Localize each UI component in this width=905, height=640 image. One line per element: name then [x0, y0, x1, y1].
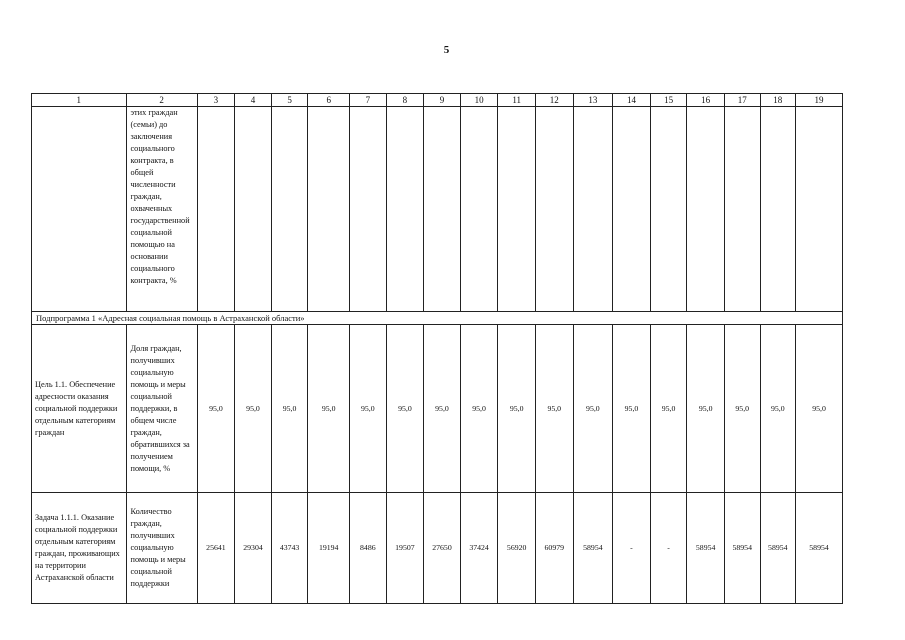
table-row [32, 325, 843, 493]
value-cell: 29304 [235, 493, 272, 604]
indicator-cell: Доля граждан, получивших социальную помощь и меры социальной поддержки, в общем числе граждан, обратившихся за получением помощи, % [126, 325, 197, 493]
value-cell: 95,0 [460, 325, 498, 493]
header-cell: 8 [386, 94, 424, 107]
value-cell: 58954 [796, 493, 843, 604]
value-cell: - [613, 493, 651, 604]
indicator-cell: этих граждан (семьи) до заключения социального контракта, в общей численности граждан, охваченных государственной социальной помощью на основании социального контракта, % [126, 107, 197, 312]
value-cell-empty [308, 107, 350, 312]
value-cell-empty [350, 107, 387, 312]
value-cell-empty [460, 107, 498, 312]
value-cell-empty [760, 107, 796, 312]
header-cell: 13 [573, 94, 613, 107]
row-label-cell [32, 107, 127, 312]
value-cell: 8486 [350, 493, 387, 604]
value-cell-empty [650, 107, 687, 312]
header-cell: 16 [687, 94, 725, 107]
value-cell: 95,0 [424, 325, 461, 493]
table-row [32, 493, 843, 604]
value-cell: 95,0 [386, 325, 424, 493]
value-cell-empty [235, 107, 272, 312]
table-row [32, 107, 843, 312]
header-cell: 1 [32, 94, 127, 107]
value-cell-empty [197, 107, 235, 312]
value-cell: 95,0 [535, 325, 573, 493]
table-header-row [32, 94, 843, 107]
indicator-cell: Количество граждан, получивших социальную помощь и меры социальной поддержки [126, 493, 197, 604]
value-cell-empty [271, 107, 308, 312]
value-cell-empty [573, 107, 613, 312]
header-cell: 17 [724, 94, 760, 107]
value-cell: 95,0 [350, 325, 387, 493]
value-cell: 95,0 [687, 325, 725, 493]
value-cell: 95,0 [796, 325, 843, 493]
header-cell: 9 [424, 94, 461, 107]
value-cell: 95,0 [235, 325, 272, 493]
subprogram-row [32, 312, 843, 325]
value-cell: 27650 [424, 493, 461, 604]
value-cell-empty [535, 107, 573, 312]
header-cell: 19 [796, 94, 843, 107]
value-cell: 60979 [535, 493, 573, 604]
value-cell-empty [498, 107, 536, 312]
value-cell-empty [724, 107, 760, 312]
value-cell: 95,0 [197, 325, 235, 493]
header-cell: 14 [613, 94, 651, 107]
value-cell: 95,0 [573, 325, 613, 493]
header-cell: 10 [460, 94, 498, 107]
value-cell: 43743 [271, 493, 308, 604]
value-cell: 37424 [460, 493, 498, 604]
value-cell: 95,0 [650, 325, 687, 493]
page-number: 5 [443, 44, 450, 56]
value-cell: 19507 [386, 493, 424, 604]
header-cell: 12 [535, 94, 573, 107]
header-cell: 11 [498, 94, 536, 107]
header-cell: 4 [235, 94, 272, 107]
value-cell: 58954 [573, 493, 613, 604]
header-cell: 2 [126, 94, 197, 107]
value-cell: 58954 [724, 493, 760, 604]
header-cell: 15 [650, 94, 687, 107]
header-cell: 7 [350, 94, 387, 107]
value-cell-empty [796, 107, 843, 312]
header-cell: 6 [308, 94, 350, 107]
value-cell: 95,0 [613, 325, 651, 493]
subprogram-title: Подпрограмма 1 «Адресная социальная помощь в Астраханской области» [32, 312, 843, 325]
value-cell: 95,0 [308, 325, 350, 493]
value-cell: 95,0 [271, 325, 308, 493]
value-cell: 25641 [197, 493, 235, 604]
indicators-table [31, 93, 843, 604]
task-label: Задача 1.1.1. Оказание социальной поддержки отдельным категориям граждан, проживающих на территории Астраханской области [32, 493, 127, 604]
value-cell: 19194 [308, 493, 350, 604]
header-cell: 3 [197, 94, 235, 107]
value-cell-empty [386, 107, 424, 312]
header-cell: 5 [271, 94, 308, 107]
value-cell-empty [424, 107, 461, 312]
value-cell: 58954 [760, 493, 796, 604]
header-cell: 18 [760, 94, 796, 107]
value-cell-empty [687, 107, 725, 312]
value-cell: 58954 [687, 493, 725, 604]
value-cell: 95,0 [760, 325, 796, 493]
value-cell: 56920 [498, 493, 536, 604]
goal-label: Цель 1.1. Обеспечение адресности оказания социальной поддержки отдельным категориям граждан [32, 325, 127, 493]
value-cell: 95,0 [724, 325, 760, 493]
value-cell: - [650, 493, 687, 604]
value-cell-empty [613, 107, 651, 312]
value-cell: 95,0 [498, 325, 536, 493]
